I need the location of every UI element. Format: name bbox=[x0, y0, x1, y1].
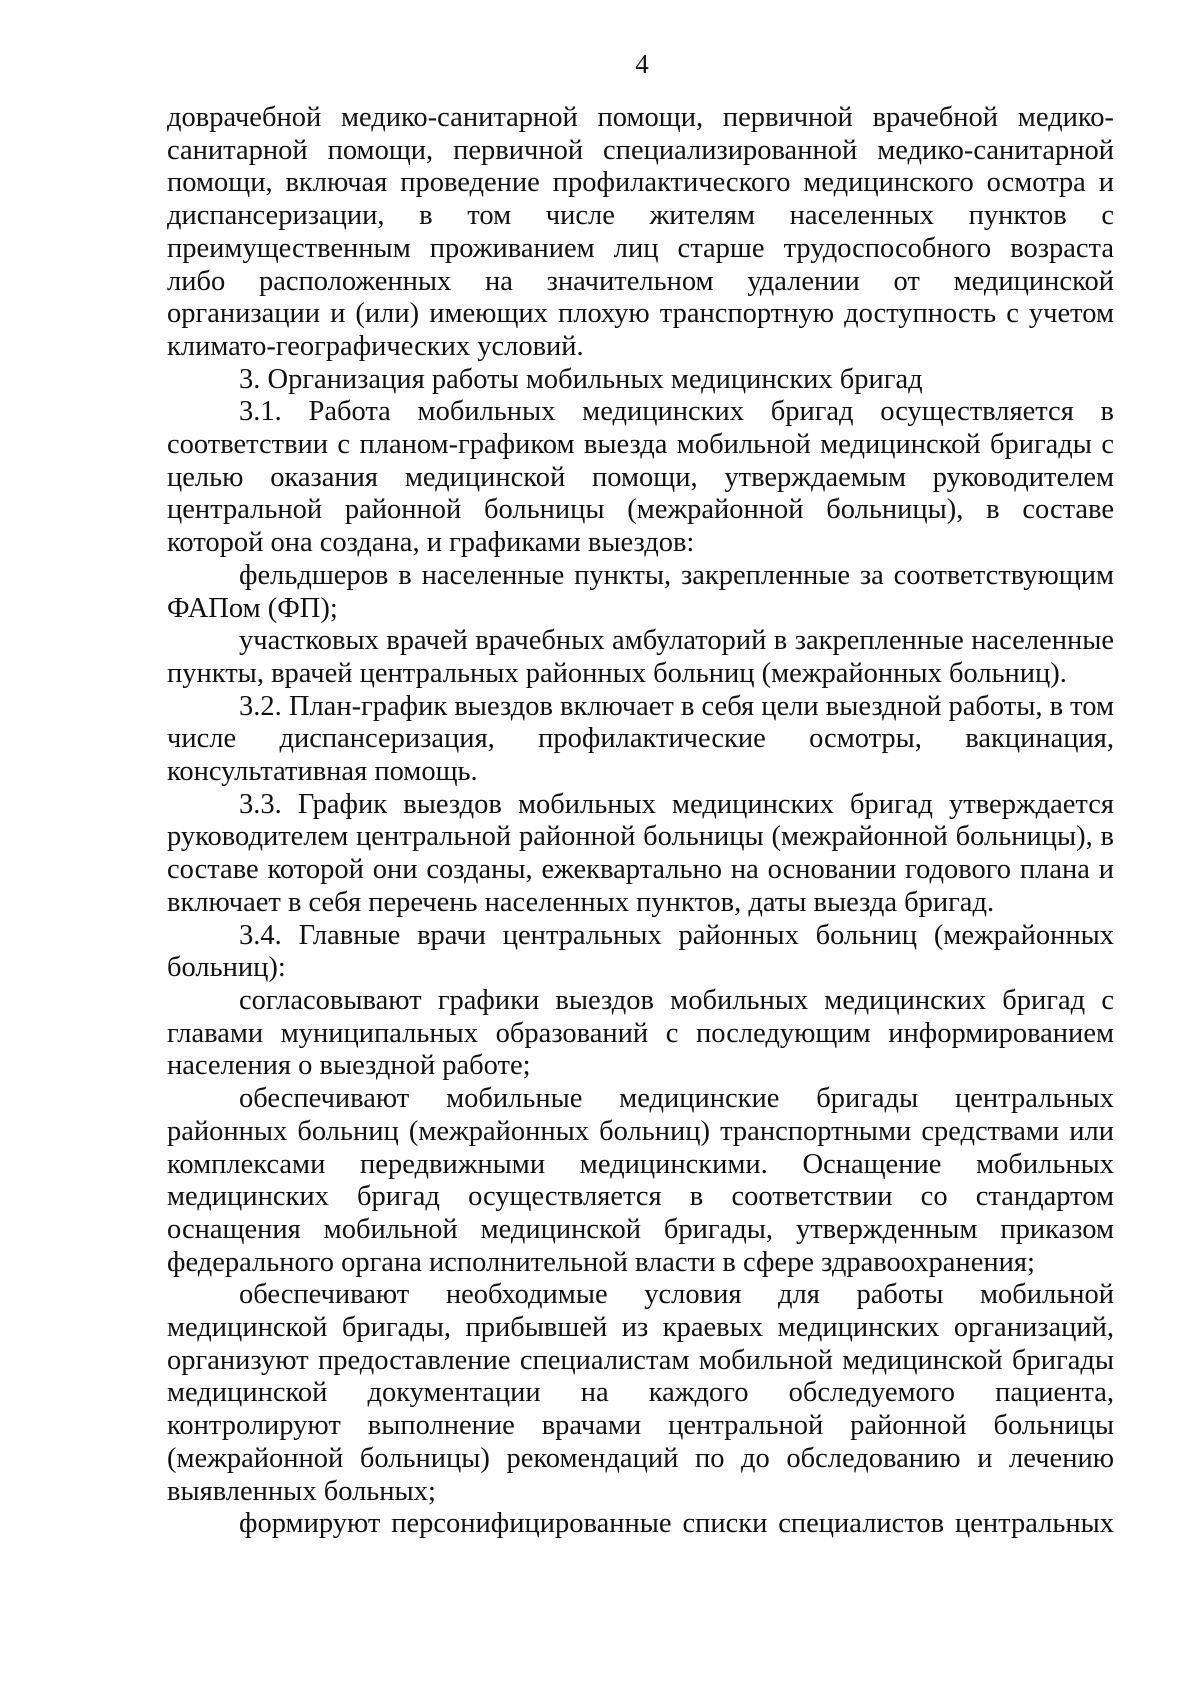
paragraph-provide-transport: обеспечивают мобильные медицинские бригады центральных районных больниц (межрайонных больниц) транспортными средствами или комплексами передвижными медицинскими. Оснащение мобильных медицинских бригад осуществляется в соответствии со стандартом оснащения мобильной медицинской бригады, утвержденным приказом федерального органа исполнительной власти в сфере здравоохранения; bbox=[167, 1083, 1114, 1278]
page-number: 4 bbox=[635, 49, 649, 79]
paragraph-form-lists: формируют персонифицированные списки специалистов центральных bbox=[239, 1508, 1114, 1540]
paragraph-3-1: 3.1. Работа мобильных медицинских бригад осуществляется в соответствии с планом-графиком выезда мобильной медицинской бригады с целью оказания медицинской помощи, утверждаемым руководителем центральной районной больницы (межрайонной больницы), в составе которой она создана, и графиками выездов: bbox=[167, 396, 1114, 559]
paragraph-district-doctors: участковых врачей врачебных амбулаторий в закрепленные населенные пункты, врачей центральных районных больниц (межрайонных больниц). bbox=[167, 625, 1114, 689]
paragraph-3-2: 3.2. План-график выездов включает в себя цели выездной работы, в том числе диспансеризация, профилактические осмотры, вакцинация, консультативная помощь. bbox=[167, 690, 1114, 788]
paragraph-1: доврачебной медико-санитарной помощи, первичной врачебной медико-санитарной помощи, первичной специализированной медико-санитарной помощи, включая проведение профилактического медицинского осмотра и диспансеризации, в том числе жителям населенных пунктов с преимущественным проживанием лиц старше трудоспособного возраста либо расположенных на значительном удалении от медицинской организации и (или) имеющих плохую транспортную доступность с учетом климато-географических условий. bbox=[167, 102, 1114, 362]
document-body bbox=[167, 102, 1114, 1541]
paragraph-3-3: 3.3. График выездов мобильных медицинских бригад утверждается руководителем центральной районной больницы (межрайонной больницы), в составе которой они созданы, ежеквартально на основании годового плана и включает в себя перечень населенных пунктов, даты выезда бригад. bbox=[167, 788, 1114, 918]
paragraph-feldshers: фельдшеров в населенные пункты, закрепленные за соответствующим ФАПом (ФП); bbox=[167, 559, 1114, 624]
paragraph-agree-schedules: согласовывают графики выездов мобильных медицинских бригад с главами муниципальных образований с последующим информированием населения о выездной работе; bbox=[167, 984, 1114, 1082]
paragraph-provide-conditions: обеспечивают необходимые условия для работы мобильной медицинской бригады, прибывшей из краевых медицинских организаций, организуют предоставление специалистам мобильной медицинской бригады медицинской документации на каждого обследуемого пациента, контролируют выполнение врачами центральной районной больницы (межрайонной больницы) рекомендаций по до обследованию и лечению выявленных больных; bbox=[167, 1279, 1114, 1507]
section-heading-3: 3. Организация работы мобильных медицинских бригад bbox=[239, 363, 923, 395]
paragraph-3-4: 3.4. Главные врачи центральных районных больниц (межрайонных больниц): bbox=[167, 919, 1114, 984]
